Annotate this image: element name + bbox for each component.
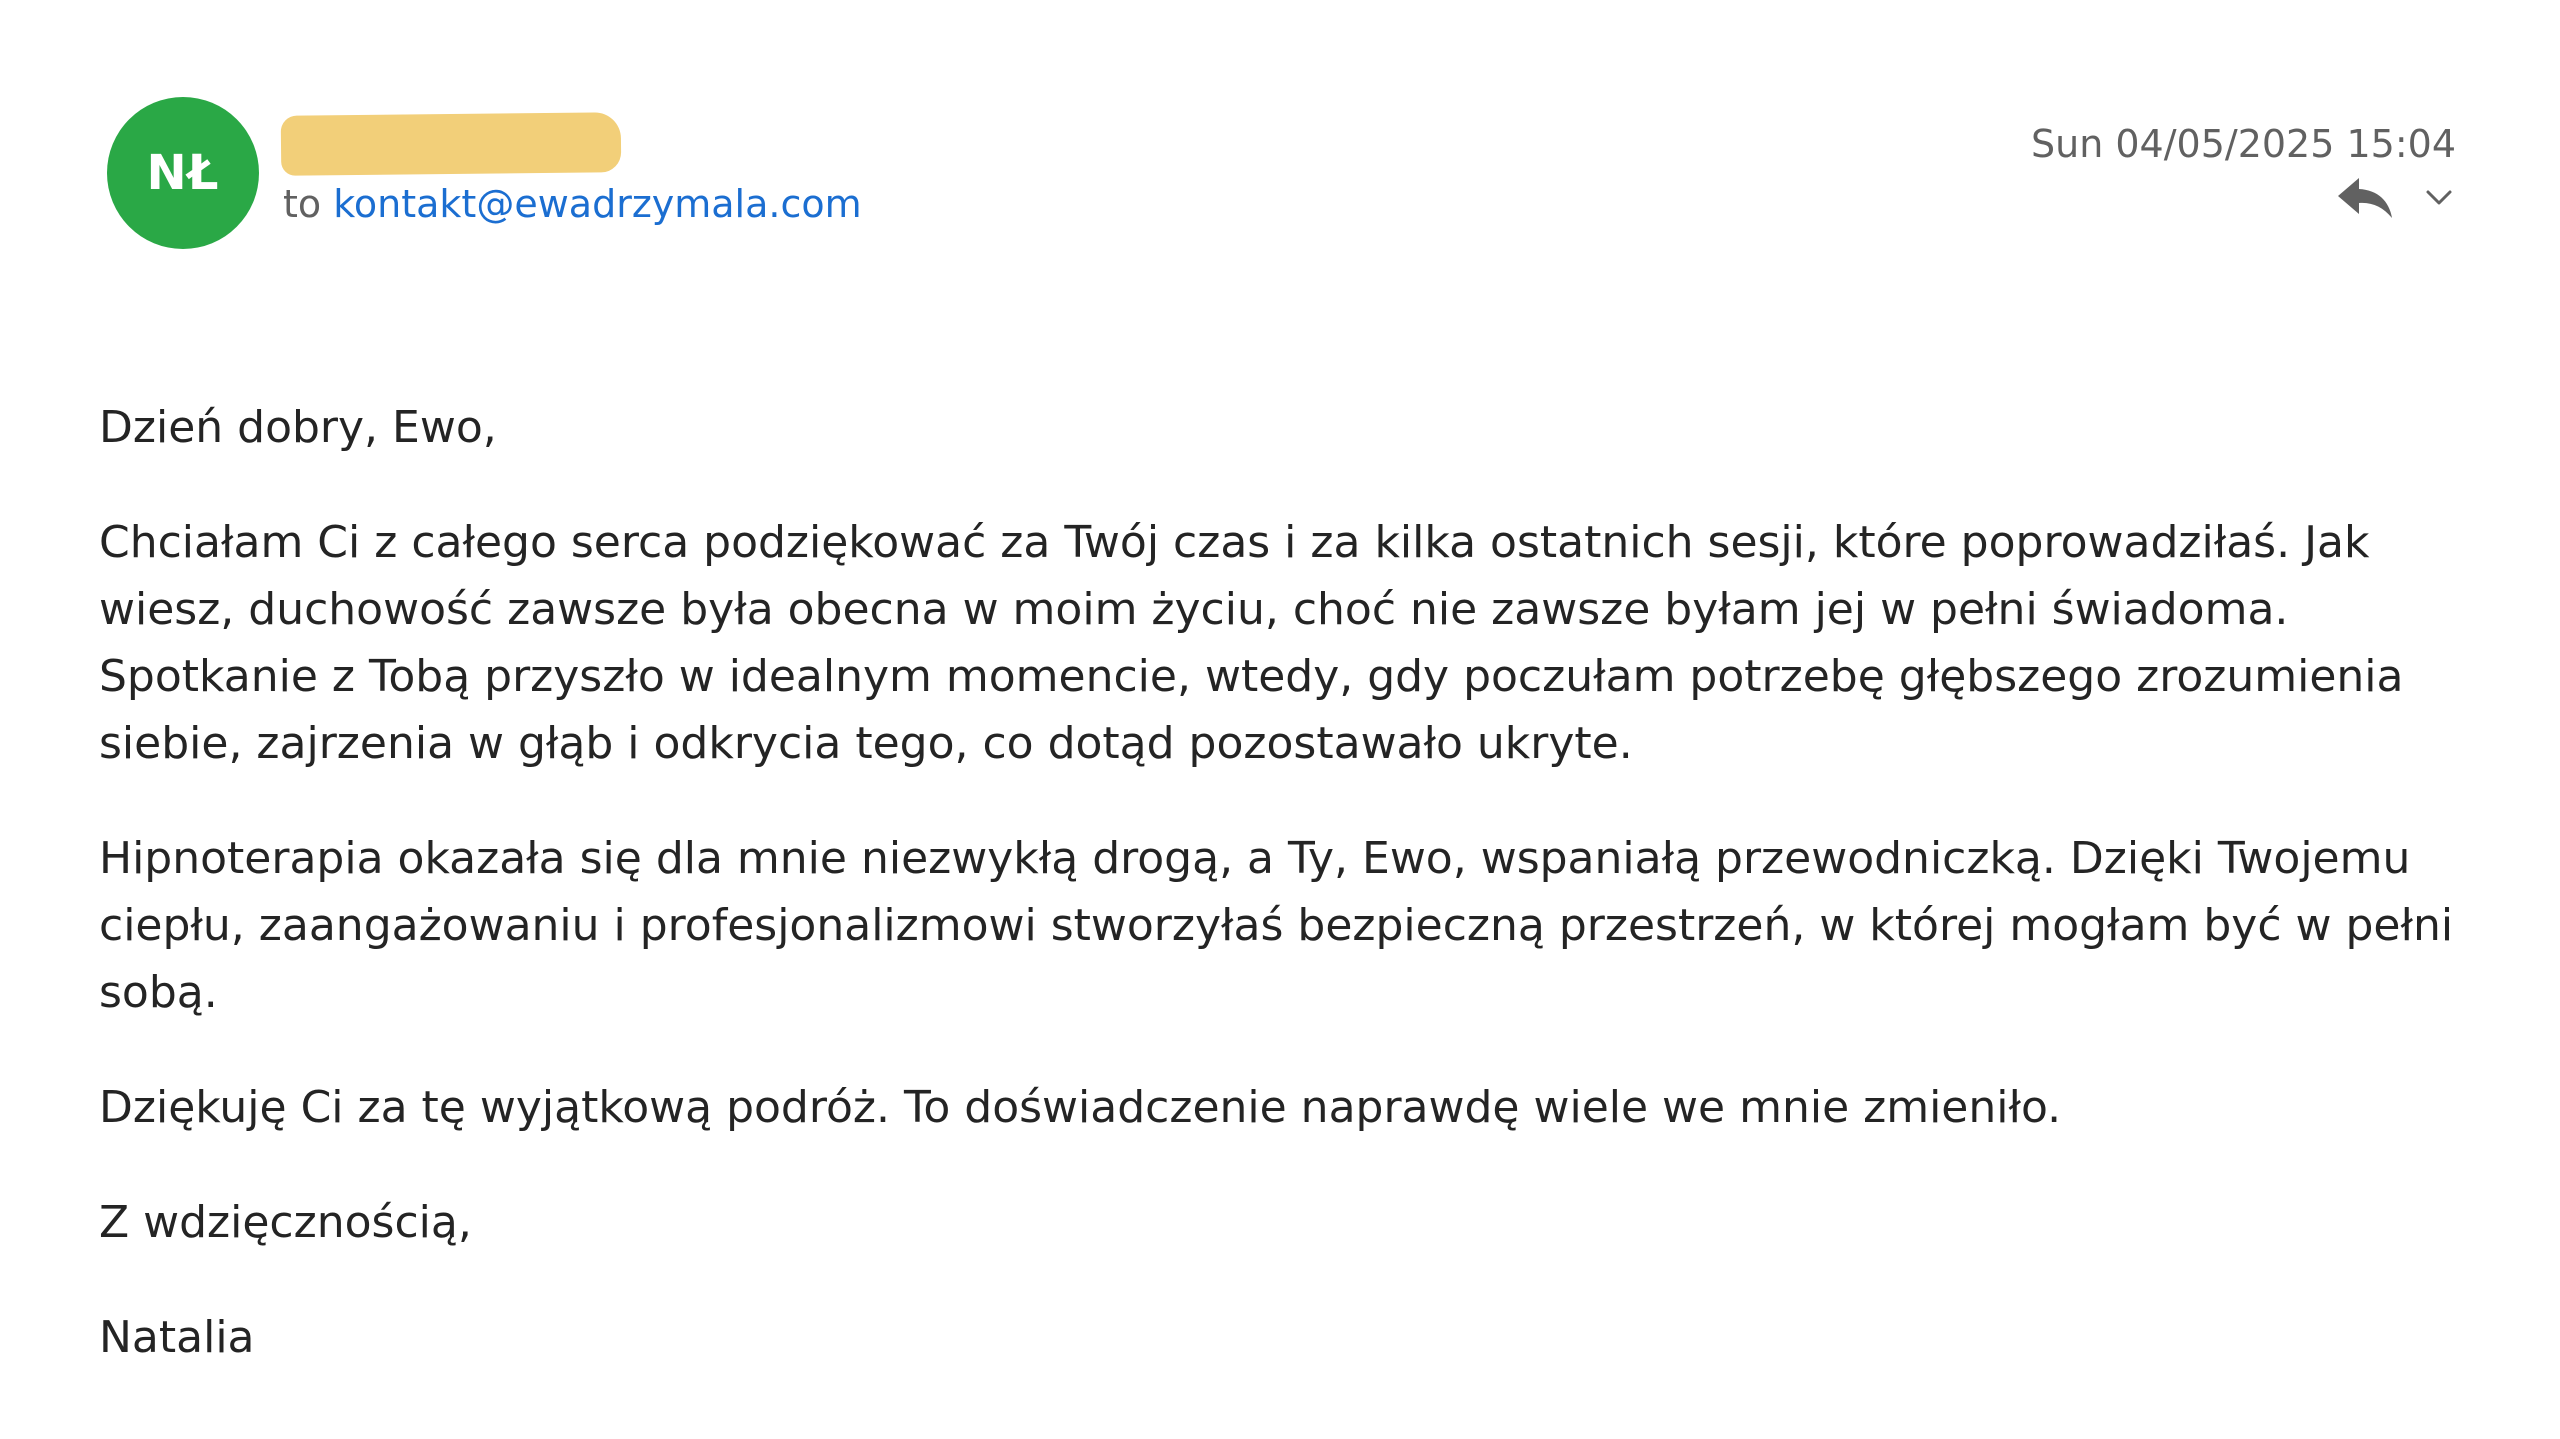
closing: Z wdzięcznością,	[99, 1197, 472, 1248]
recipients-line	[283, 180, 862, 228]
sender-avatar[interactable]	[107, 97, 259, 249]
message-actions	[2336, 174, 2456, 222]
sender-name-redaction	[281, 112, 622, 176]
recipient-address-link[interactable]: kontakt@ewadrzymala.com	[333, 182, 862, 226]
sender-initials: NŁ	[146, 145, 220, 201]
paragraph-3: Dziękuję Ci za tę wyjątkową podróż. To doświadczenie naprawdę wiele we mnie zmieniło.	[99, 1082, 2062, 1133]
paragraph-2: Hipnoterapia okazała się dla mnie niezwykłą drogą, a Ty, Ewo, wspaniałą przewodniczką. Dzięki Twojemu ciepłu, zaangażowaniu i profesjonalizmowi stworzyłaś bezpieczną przestrzeń, w której mogłam być w pełni sobą.	[99, 833, 2454, 1018]
sent-timestamp: Sun 04/05/2025 15:04	[2031, 122, 2456, 166]
greeting: Dzień dobry, Ewo,	[99, 402, 497, 453]
chevron-down-icon[interactable]	[2422, 181, 2456, 215]
reply-icon[interactable]	[2336, 174, 2396, 222]
message-body	[99, 394, 2489, 1419]
signature: Natalia	[99, 1312, 255, 1363]
to-label: to	[283, 182, 322, 226]
paragraph-1: Chciałam Ci z całego serca podziękować za Twój czas i za kilka ostatnich sesji, które poprowadziłaś. Jak wiesz, duchowość zawsze była obecna w moim życiu, choć nie zawsze byłam jej w pełni świadoma. Spotkanie z Tobą przyszło w idealnym momencie, wtedy, gdy poczułam potrzebę głębszego zrozumienia siebie, zajrzenia w głąb i odkrycia tego, co dotąd pozostawało ukryte.	[99, 517, 2404, 769]
